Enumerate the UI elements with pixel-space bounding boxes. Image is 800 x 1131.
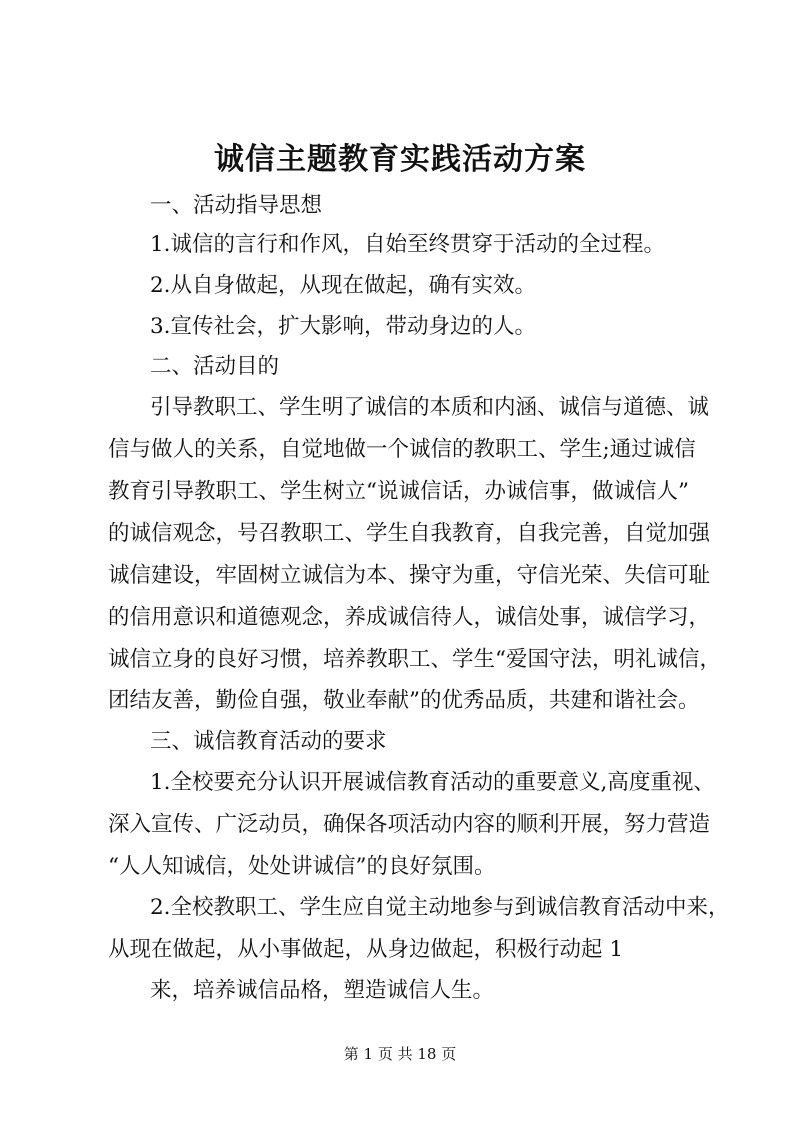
- section-heading-3: 三、诚信教育活动的要求: [150, 729, 387, 754]
- paragraph-line: 团结友善，勤俭自强，敬业奉献”的优秀品质，共建和谐社会。: [108, 688, 700, 713]
- paragraph-line: 从现在做起，从小事做起，从身边做起，积极行动起 1: [108, 937, 624, 962]
- section-heading-2: 二、活动目的: [150, 354, 280, 379]
- paragraph-line: 1.全校要充分认识开展诚信教育活动的重要意义,高度重视、: [150, 770, 715, 795]
- paragraph-line: 诚信立身的良好习惯，培养教职工、学生“爱国守法，明礼诚信，: [108, 647, 721, 672]
- paragraph-line: 来，培养诚信品格，塑造诚信人生。: [150, 978, 495, 1003]
- paragraph-line: 1.诚信的言行和作风，自始至终贯穿于活动的全过程。: [150, 232, 666, 257]
- paragraph-line: “人人知诚信，处处讲诚信”的良好氛围。: [108, 854, 496, 879]
- paragraph-line: 3.宣传社会，扩大影响，带动身边的人。: [150, 314, 537, 339]
- page-number-footer: 第 1 页 共 18 页: [343, 1045, 457, 1063]
- paragraph-line: 引导教职工、学生明了诚信的本质和内涵、诚信与道德、诚: [150, 395, 710, 420]
- paragraph-line: 信与做人的关系，自觉地做一个诚信的教职工、学生;通过诚信: [108, 437, 696, 462]
- paragraph-line: 深入宣传、广泛动员，确保各项活动内容的顺利开展，努力营造: [108, 812, 711, 837]
- paragraph-line: 诚信建设，牢固树立诚信为本、操守为重，守信光荣、失信可耻: [108, 563, 711, 588]
- paragraph-line: 教育引导教职工、学生树立“说诚信话，办诚信事，做诚信人”: [108, 479, 689, 504]
- paragraph-line: 2.全校教职工、学生应自觉主动地参与到诚信教育活动中来，: [150, 895, 730, 920]
- document-title: 诚信主题教育实践活动方案: [214, 142, 586, 177]
- paragraph-line: 2.从自身做起，从现在做起，确有实效。: [150, 273, 537, 298]
- paragraph-line: 的信用意识和道德观念，养成诚信待人，诚信处事，诚信学习，: [108, 605, 711, 630]
- paragraph-line: 的诚信观念，号召教职工、学生自我教育，自我完善，自觉加强: [108, 521, 711, 546]
- section-heading-1: 一、活动指导思想: [150, 193, 323, 218]
